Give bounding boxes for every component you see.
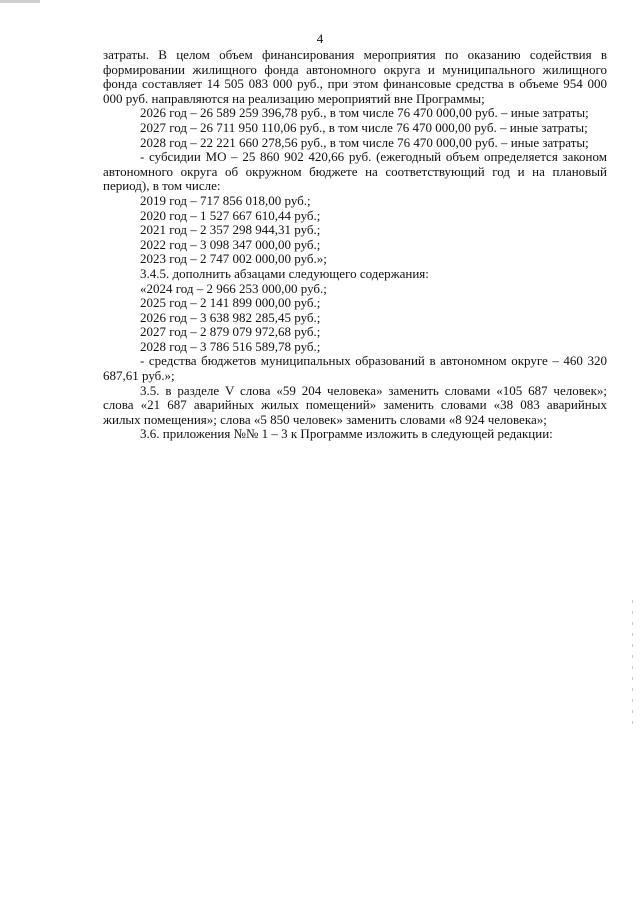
list-item: 2028 год – 3 786 516 589,78 руб.; bbox=[140, 338, 321, 354]
scan-edge-mark bbox=[0, 0, 40, 3]
paragraph: - средства бюджетов муниципальных образований в автономном округе – 460 320 687,61 руб.»; bbox=[103, 353, 607, 384]
list-item: 2023 год – 2 747 002 000,00 руб.»; bbox=[140, 251, 327, 267]
paragraph: 2026 год – 26 589 259 396,78 руб., в том числе 76 470 000,00 руб. – иные затраты; bbox=[140, 105, 589, 121]
list-item: 2026 год – 3 638 982 285,45 руб.; bbox=[140, 309, 321, 325]
list-item: 2027 год – 2 879 079 972,68 руб.; bbox=[140, 324, 321, 340]
list-item: 2020 год – 1 527 667 610,44 руб.; bbox=[140, 207, 321, 223]
page-number: 4 bbox=[316, 31, 324, 46]
document-body bbox=[103, 48, 607, 442]
paragraph: затраты. В целом объем финансирования мероприятия по оказанию содействия в формировании жилищного фонда автономного округа и муниципального жилищного фонда составляет 14 505 083 000 руб., при этом финансовые средства в объеме 954 000 000 руб. направляются на реализацию мероприятий вне Программы; bbox=[103, 47, 607, 106]
list-item: 2025 год – 2 141 899 000,00 руб.; bbox=[140, 295, 321, 311]
paragraph: 3.5. в разделе V слова «59 204 человека» заменить словами «105 687 человек»; слова «21 687 аварийных жилых помещений» заменить словами «38 083 аварийных жилых помещения»; слова «5 850 человек» заменить словами «8 924 человека»; bbox=[103, 382, 607, 427]
scan-edge-marks bbox=[632, 600, 634, 750]
list-item: 2019 год – 717 856 018,00 руб.; bbox=[140, 192, 311, 208]
paragraph: 2028 год – 22 221 660 278,56 руб., в том числе 76 470 000,00 руб. – иные затраты; bbox=[140, 134, 589, 150]
list-item: «2024 год – 2 966 253 000,00 руб.; bbox=[140, 280, 327, 296]
paragraph: - субсидии МО – 25 860 902 420,66 руб. (ежегодный объем определяется законом автономного округа об окружном бюджете на соответствующий год и на плановый период), в том числе: bbox=[103, 149, 607, 194]
paragraph: 3.6. приложения №№ 1 – 3 к Программе изложить в следующей редакции: bbox=[140, 426, 553, 442]
paragraph: 2027 год – 26 711 950 110,06 руб., в том числе 76 470 000,00 руб. – иные затраты; bbox=[140, 119, 588, 135]
list-item: 2021 год – 2 357 298 944,31 руб.; bbox=[140, 222, 321, 238]
section-heading: 3.4.5. дополнить абзацами следующего содержания: bbox=[140, 265, 429, 281]
list-item: 2022 год – 3 098 347 000,00 руб.; bbox=[140, 236, 321, 252]
